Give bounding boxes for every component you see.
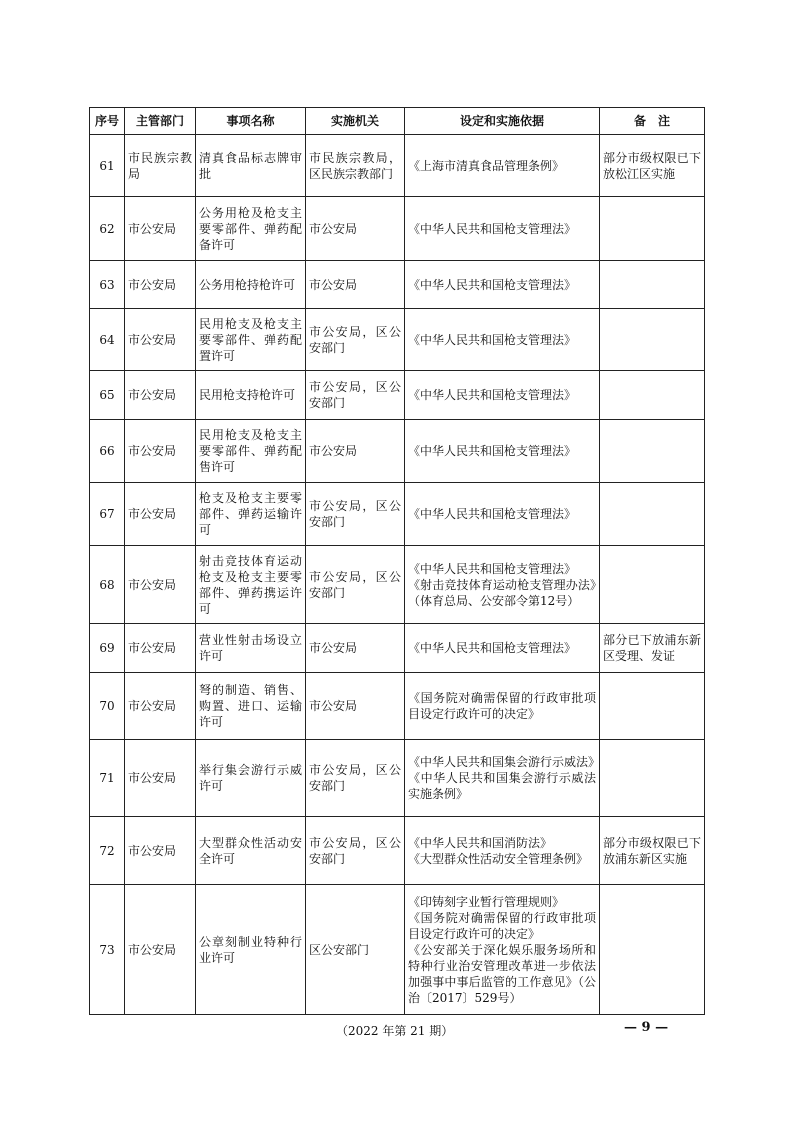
cell-basis xyxy=(405,261,600,309)
cell-note xyxy=(600,261,705,309)
table-row xyxy=(90,546,705,624)
cell-basis xyxy=(405,483,600,546)
cell-agency: 市公安局 xyxy=(306,197,405,261)
cell-agency: 市公安局，区公安部门 xyxy=(306,309,405,371)
cell-item: 举行集会游行示威许可 xyxy=(196,740,306,817)
cell-note xyxy=(600,740,705,817)
cell-note xyxy=(600,483,705,546)
cell-agency: 市公安局，区公安部门 xyxy=(306,546,405,624)
cell-num: 67 xyxy=(90,483,125,546)
cell-basis xyxy=(405,546,600,624)
cell-dept: 市公安局 xyxy=(125,885,196,1015)
basis-line: 《中华人民共和国集会游行示威法》 xyxy=(408,755,601,769)
cell-num: 71 xyxy=(90,740,125,817)
cell-item: 公务用枪及枪支主要零部件、弹药配备许可 xyxy=(196,197,306,261)
cell-dept: 市公安局 xyxy=(125,309,196,371)
footer-page-number: — 9 — xyxy=(624,1020,669,1035)
cell-note xyxy=(600,420,705,483)
cell-num: 69 xyxy=(90,624,125,673)
table-row xyxy=(90,371,705,420)
cell-note xyxy=(600,371,705,420)
cell-item: 民用枪支持枪许可 xyxy=(196,371,306,420)
header-note: 备 注 xyxy=(600,108,705,135)
table-row xyxy=(90,817,705,885)
basis-line: 《中华人民共和国枪支管理法》 xyxy=(408,388,577,402)
cell-dept: 市公安局 xyxy=(125,197,196,261)
cell-num: 64 xyxy=(90,309,125,371)
basis-line: 《中华人民共和国枪支管理法》 xyxy=(408,332,577,347)
footer-issue: （2022 年第 21 期） xyxy=(336,1024,454,1038)
cell-note: 部分市级权限已下放松江区实施 xyxy=(600,135,705,197)
basis-line: 《中华人民共和国消防法》 xyxy=(408,835,553,850)
table-row xyxy=(90,673,705,740)
header-agency: 实施机关 xyxy=(306,108,405,135)
table-row xyxy=(90,261,705,309)
cell-item: 公章刻制业特种行业许可 xyxy=(196,885,306,1015)
permits-table xyxy=(89,107,705,1015)
cell-note xyxy=(600,309,705,371)
cell-basis xyxy=(405,885,600,1015)
table-row xyxy=(90,885,705,1015)
basis-line: 《中华人民共和国枪支管理法》 xyxy=(408,444,577,458)
cell-item: 公务用枪持枪许可 xyxy=(196,261,306,309)
cell-note: 部分市级权限已下放浦东新区实施 xyxy=(600,817,705,885)
cell-agency: 市公安局 xyxy=(306,420,405,483)
cell-agency: 市公安局，区公安部门 xyxy=(306,483,405,546)
cell-agency: 市公安局，区公安部门 xyxy=(306,817,405,885)
cell-dept: 市公安局 xyxy=(125,673,196,740)
table-row xyxy=(90,483,705,546)
cell-agency: 市公安局，区公安部门 xyxy=(306,740,405,817)
cell-basis xyxy=(405,420,600,483)
cell-basis xyxy=(405,371,600,420)
basis-line: 《射击竞技体育运动枪支管理办法》（体育总局、公安部令第12号） xyxy=(408,577,596,608)
cell-note: 部分已下放浦东新区受理、发证 xyxy=(600,624,705,673)
cell-dept: 市公安局 xyxy=(125,371,196,420)
basis-line: 《国务院对确需保留的行政审批项目设定行政许可的决定》 xyxy=(408,691,596,721)
cell-basis xyxy=(405,817,600,885)
cell-dept: 市公安局 xyxy=(125,483,196,546)
cell-dept: 市公安局 xyxy=(125,817,196,885)
cell-item: 弩的制造、销售、购置、进口、运输许可 xyxy=(196,673,306,740)
cell-dept: 市公安局 xyxy=(125,624,196,673)
cell-basis xyxy=(405,740,600,817)
header-basis: 设定和实施依据 xyxy=(405,108,600,135)
cell-basis xyxy=(405,624,600,673)
header-dept: 主管部门 xyxy=(125,108,196,135)
table-row xyxy=(90,624,705,673)
basis-line: 《中华人民共和国枪支管理法》 xyxy=(408,221,577,236)
cell-item: 民用枪支及枪支主要零部件、弹药配售许可 xyxy=(196,420,306,483)
cell-item: 射击竞技体育运动枪支及枪支主要零部件、弹药携运许可 xyxy=(196,546,306,624)
cell-agency: 市民族宗教局，区民族宗教部门 xyxy=(306,135,405,197)
cell-dept: 市公安局 xyxy=(125,740,196,817)
basis-line: 《中华人民共和国枪支管理法》 xyxy=(408,641,577,655)
cell-agency: 区公安部门 xyxy=(306,885,405,1015)
cell-num: 63 xyxy=(90,261,125,309)
header-item: 事项名称 xyxy=(196,108,306,135)
table-row xyxy=(90,309,705,371)
table-body xyxy=(90,135,705,1015)
cell-dept: 市公安局 xyxy=(125,420,196,483)
cell-item: 清真食品标志牌审批 xyxy=(196,135,306,197)
cell-note xyxy=(600,673,705,740)
cell-agency: 市公安局 xyxy=(306,673,405,740)
cell-note xyxy=(600,197,705,261)
table-header-row xyxy=(90,108,705,135)
basis-line: 《中华人民共和国枪支管理法》 xyxy=(408,277,577,292)
cell-basis xyxy=(405,197,600,261)
cell-num: 65 xyxy=(90,371,125,420)
header-num: 序号 xyxy=(90,108,125,135)
cell-note xyxy=(600,546,705,624)
basis-line: 《国务院对确需保留的行政审批项目设定行政许可的决定》 xyxy=(408,910,596,941)
basis-line: 《中华人民共和国枪支管理法》 xyxy=(408,507,577,521)
cell-dept: 市公安局 xyxy=(125,546,196,624)
table-row xyxy=(90,740,705,817)
cell-num: 68 xyxy=(90,546,125,624)
basis-line: 《印铸刻字业暂行管理规则》 xyxy=(408,894,565,909)
table-row xyxy=(90,135,705,197)
basis-line: 《公安部关于深化娱乐服务场所和特种行业治安管理改革进一步依法加强事中事后监管的工作意见》（公治〔2017〕529号） xyxy=(408,942,596,1005)
cell-basis xyxy=(405,135,600,197)
cell-num: 72 xyxy=(90,817,125,885)
cell-agency: 市公安局，区公安部门 xyxy=(306,371,405,420)
cell-item: 民用枪支及枪支主要零部件、弹药配置许可 xyxy=(196,309,306,371)
page-footer xyxy=(0,1022,793,1042)
cell-basis xyxy=(405,673,600,740)
cell-item: 营业性射击场设立许可 xyxy=(196,624,306,673)
cell-basis xyxy=(405,309,600,371)
cell-note xyxy=(600,885,705,1015)
table-row xyxy=(90,420,705,483)
cell-num: 66 xyxy=(90,420,125,483)
cell-item: 大型群众性活动安全许可 xyxy=(196,817,306,885)
cell-num: 73 xyxy=(90,885,125,1015)
cell-agency: 市公安局 xyxy=(306,261,405,309)
cell-num: 61 xyxy=(90,135,125,197)
basis-line: 《大型群众性活动安全管理条例》 xyxy=(408,851,589,866)
cell-num: 62 xyxy=(90,197,125,261)
table-row xyxy=(90,197,705,261)
cell-dept: 市民族宗教局 xyxy=(125,135,196,197)
basis-line: 《中华人民共和国集会游行示威法实施条例》 xyxy=(408,771,596,801)
basis-line: 《上海市清真食品管理条例》 xyxy=(408,158,565,173)
basis-line: 《中华人民共和国枪支管理法》 xyxy=(408,561,577,576)
cell-item: 枪支及枪支主要零部件、弹药运输许可 xyxy=(196,483,306,546)
cell-agency: 市公安局 xyxy=(306,624,405,673)
cell-dept: 市公安局 xyxy=(125,261,196,309)
cell-num: 70 xyxy=(90,673,125,740)
